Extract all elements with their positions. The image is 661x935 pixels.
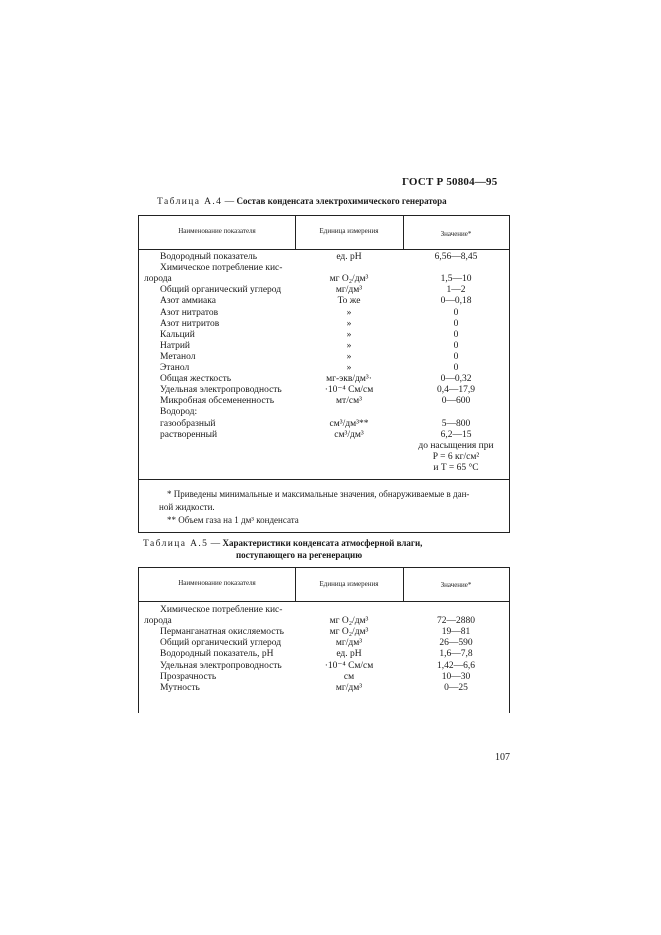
row-unit: см³/дм³** (329, 418, 369, 429)
table-row (139, 463, 509, 474)
table-row (139, 341, 509, 352)
table-row (139, 285, 509, 296)
row-name: Мутность (160, 682, 200, 693)
row-value: 72—2880 (437, 616, 475, 627)
table-a5-col-value: Значение* (440, 581, 472, 589)
table-row (139, 252, 509, 263)
page-number: 107 (495, 752, 510, 763)
row-value: и T = 65 °C (433, 462, 479, 473)
row-name: Азот нитратов (160, 307, 219, 318)
row-name: растворенный (160, 429, 218, 440)
row-unit: ·10⁻⁴ См/см (324, 660, 374, 671)
row-name: Натрий (160, 340, 191, 351)
row-name: газообразный (160, 418, 216, 429)
row-unit: мг O₂/дм³ (329, 274, 369, 285)
table-row (139, 683, 509, 694)
table-a5-col-name: Наименование показателя (178, 579, 256, 587)
row-name: Азот нитритов (160, 318, 220, 329)
table-row (139, 627, 509, 638)
row-name: Общий органический углерод (160, 285, 282, 296)
row-name: Химическое потребление кис- (160, 605, 283, 615)
row-unit: » (346, 318, 352, 329)
row-name: Микробная обсемененность (160, 396, 275, 407)
row-unit: ·10⁻⁴ См/см (324, 385, 374, 396)
row-name: лорода (144, 274, 172, 285)
table-row (139, 352, 509, 363)
row-value: 0 (453, 329, 459, 340)
row-name: Общий органический углерод (160, 638, 282, 649)
row-value: 0 (453, 318, 459, 329)
row-value: 10—30 (441, 671, 471, 682)
table-a5-dash: — (208, 539, 223, 549)
table-a4-dash: — (222, 197, 237, 207)
table-row (139, 374, 509, 385)
row-unit: » (346, 363, 352, 373)
table-row (139, 616, 509, 627)
row-name: Кальций (160, 329, 195, 340)
table-a4-col-name: Наименование показателя (178, 227, 256, 235)
row-unit: ед. pH (336, 649, 362, 660)
table-row (139, 661, 509, 672)
row-name: Перманганатная окисляемость (160, 627, 284, 638)
table-row (139, 263, 509, 274)
table-a4-divider-2 (403, 216, 404, 249)
table-a4-notes (159, 488, 470, 527)
row-value: 1,42—6,6 (437, 660, 475, 671)
table-row (139, 605, 509, 616)
row-value: 5—800 (441, 418, 471, 429)
row-unit: мг O₂/дм³ (329, 616, 369, 627)
standard-code: ГОСТ Р 50804—95 (402, 176, 498, 188)
table-a4-note-2: ** Объем газа на 1 дм³ конденсата (167, 515, 299, 525)
row-unit: мг/дм³ (335, 285, 363, 296)
row-name: Этанол (160, 363, 190, 373)
row-name: Водородный показатель (160, 252, 258, 262)
row-unit: мг/дм³ (335, 682, 363, 693)
row-unit: » (346, 351, 352, 362)
row-value: 0 (453, 307, 459, 318)
row-unit: » (346, 329, 352, 340)
row-value: 0,4—17,9 (437, 385, 475, 396)
table-row (139, 672, 509, 683)
row-name: Водород: (160, 407, 198, 418)
row-value: 0—600 (441, 396, 471, 407)
table-a4-label: Таблица А.4 (157, 197, 223, 207)
row-value: до насыщения при (418, 440, 494, 451)
row-value: 26—590 (439, 638, 473, 649)
row-value: 1—2 (446, 285, 466, 296)
table-row (139, 441, 509, 452)
row-value: 0 (453, 363, 459, 373)
row-value: 1,6—7,8 (439, 649, 473, 660)
row-unit: » (346, 307, 352, 318)
row-value: 0—25 (444, 682, 468, 693)
row-unit: » (346, 340, 352, 351)
row-name: Удельная электропроводность (160, 385, 282, 396)
table-row (139, 452, 509, 463)
table-row (139, 396, 509, 407)
table-a5-caption (143, 538, 422, 549)
table-row (139, 430, 509, 441)
table-row (139, 296, 509, 307)
table-a4-col-unit: Единица измерения (319, 227, 379, 235)
row-name: Химическое потребление кис- (160, 263, 283, 274)
row-unit: см (343, 671, 355, 682)
row-unit: То же (337, 296, 361, 307)
row-value: P = 6 кг/см² (432, 451, 480, 462)
row-value: 1,5—10 (440, 274, 472, 285)
row-name: Удельная электропроводность (160, 660, 282, 671)
row-value: 0—0,32 (440, 374, 472, 385)
table-a5-label: Таблица А.5 (143, 539, 209, 549)
table-a4-col-value: Значение* (440, 230, 472, 238)
table-a4-notes-divider (139, 479, 509, 480)
row-unit: ед. pH (336, 252, 362, 262)
table-row (139, 385, 509, 396)
table-row (139, 407, 509, 418)
table-row (139, 308, 509, 319)
table-a4-note-1a: * Приведены минимальные и максимальные значения, обнаруживаемые в дан- (167, 489, 470, 499)
table-row (139, 274, 509, 285)
row-value: 6,56—8,45 (434, 252, 478, 262)
row-value: 0—0,18 (440, 296, 472, 307)
table-row (139, 363, 509, 374)
table-row (139, 649, 509, 660)
row-value: 0 (453, 351, 459, 362)
table-a4 (138, 215, 510, 533)
row-value: 0 (453, 340, 459, 351)
table-a5-col-unit: Единица измерения (319, 580, 379, 588)
table-row (139, 319, 509, 330)
row-value: 19—81 (441, 627, 471, 638)
table-row (139, 638, 509, 649)
table-a4-caption (157, 196, 447, 207)
table-a4-title: Состав конденсата электрохимического генератора (236, 196, 447, 206)
row-name: Азот аммиака (160, 296, 216, 307)
table-a5 (138, 567, 510, 713)
table-a4-note-1b: ной жидкости. (159, 502, 215, 512)
table-a5-divider-2 (403, 568, 404, 601)
table-a5-title-line1: Характеристики конденсата атмосферной влаги, (222, 538, 423, 548)
row-unit: мг/дм³ (335, 638, 363, 649)
table-a5-caption-line2 (236, 550, 362, 561)
row-value: 6,2—15 (440, 429, 472, 440)
table-row (139, 419, 509, 430)
table-a5-header (139, 568, 509, 602)
table-a4-divider-1 (295, 216, 296, 249)
row-name: лорода (144, 616, 172, 627)
row-name: Прозрачность (160, 671, 217, 682)
table-a5-title-line2: поступающего на регенерацию (236, 550, 363, 560)
row-name: Водородный показатель, pH (160, 649, 274, 660)
table-row (139, 330, 509, 341)
row-name: Метанол (160, 351, 196, 362)
table-a4-header (139, 216, 509, 250)
row-unit: мт/см³ (336, 396, 362, 407)
row-name: Общая жесткость (160, 374, 232, 385)
row-unit: мг O₂/дм³ (329, 627, 369, 638)
row-unit: мг-экв/дм³· (326, 374, 372, 385)
row-unit: см³/дм³ (334, 429, 364, 440)
table-a5-divider-1 (295, 568, 296, 601)
